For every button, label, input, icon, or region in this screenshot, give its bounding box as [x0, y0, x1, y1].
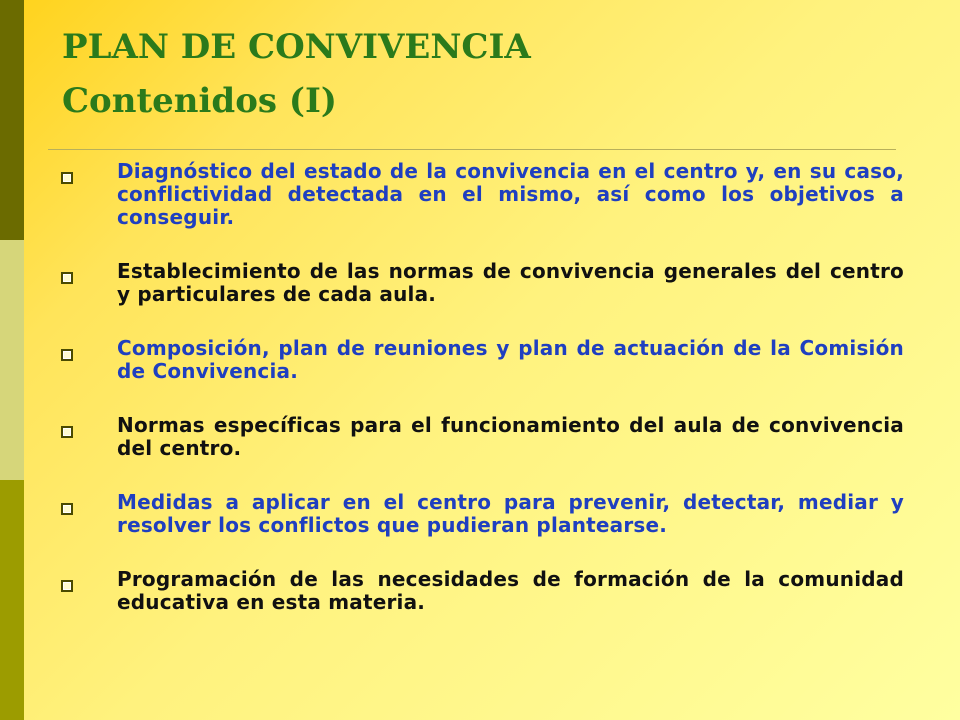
title-divider — [48, 149, 896, 150]
bullet-item-aula-convivencia — [60, 414, 904, 460]
side-bar-dark — [0, 0, 24, 240]
square-bullet-icon — [61, 349, 73, 361]
slide-title — [62, 26, 531, 122]
bullet-text: Establecimiento de las normas de convivencia generales del centro y particulares de cada aula. — [117, 259, 904, 306]
slide-subtitle: Contenidos (I) — [62, 81, 337, 121]
bullet-list — [60, 160, 904, 645]
bullet-text: Medidas a aplicar en el centro para prevenir, detectar, mediar y resolver los conflictos que pudieran plantearse. — [117, 490, 904, 537]
side-bar-light — [0, 240, 24, 480]
bullet-item-diagnostico — [60, 160, 904, 229]
bullet-item-formacion — [60, 568, 904, 614]
slide-title-main: PLAN DE CONVIVENCIA — [62, 27, 531, 67]
side-bar-olive — [0, 480, 24, 720]
square-bullet-icon — [61, 426, 73, 438]
bullet-item-medidas — [60, 491, 904, 537]
bullet-item-comision — [60, 337, 904, 383]
bullet-text: Programación de las necesidades de formación de la comunidad educativa en esta materia. — [117, 567, 904, 614]
bullet-text: Diagnóstico del estado de la convivencia en el centro y, en su caso, conflictividad detectada en el mismo, así como los objetivos a conseguir. — [117, 159, 904, 229]
bullet-text: Composición, plan de reuniones y plan de actuación de la Comisión de Convivencia. — [117, 336, 904, 383]
square-bullet-icon — [61, 503, 73, 515]
bullet-text: Normas específicas para el funcionamiento del aula de convivencia del centro. — [117, 413, 904, 460]
square-bullet-icon — [61, 172, 73, 184]
square-bullet-icon — [61, 580, 73, 592]
square-bullet-icon — [61, 272, 73, 284]
bullet-item-normas-convivencia — [60, 260, 904, 306]
